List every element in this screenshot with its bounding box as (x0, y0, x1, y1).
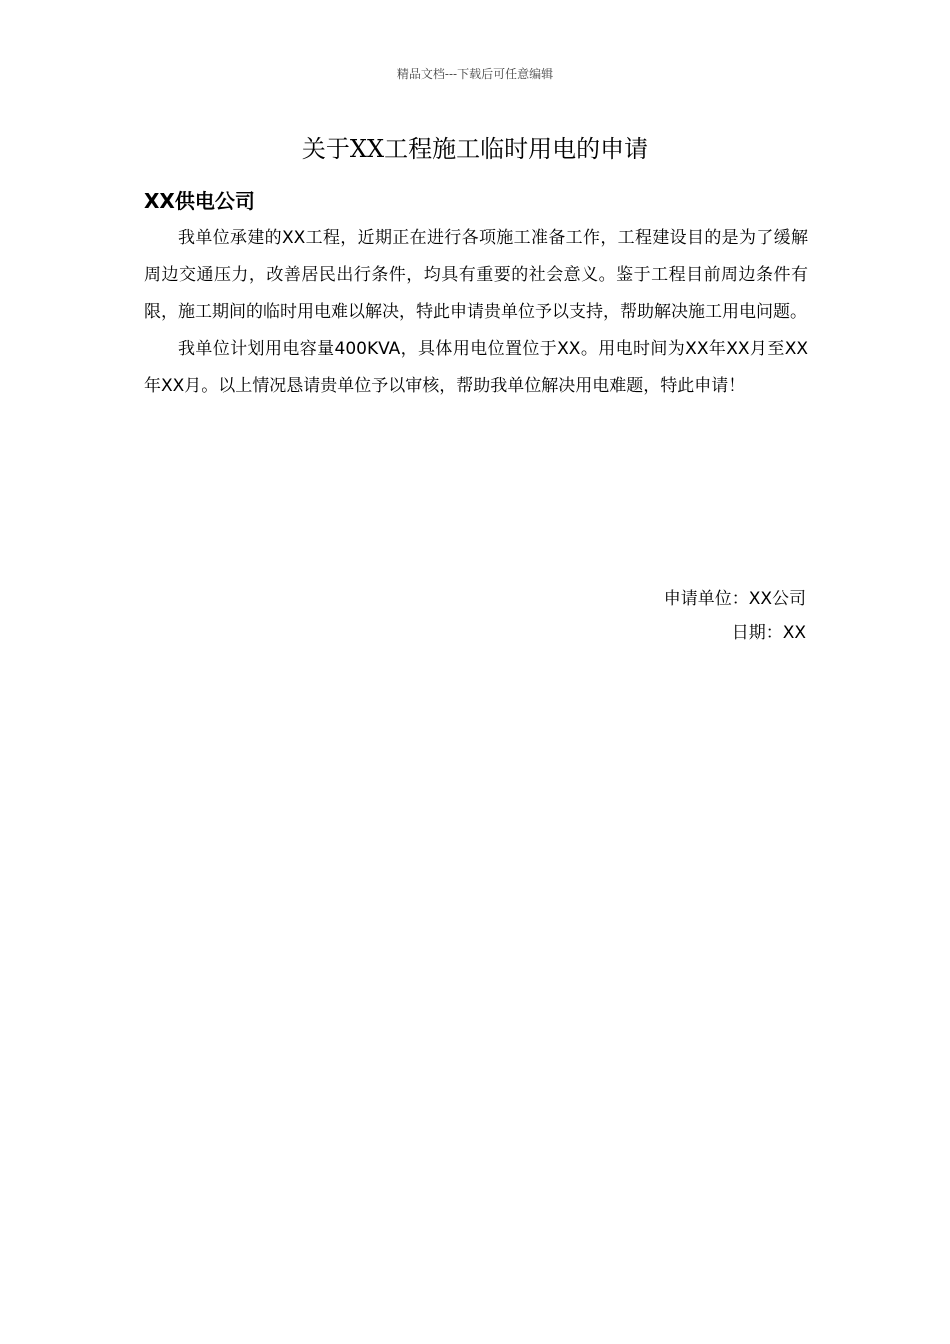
paragraph-1: 我单位承建的XX工程，近期正在进行各项施工准备工作，工程建设目的是为了缓解周边交通压力，改善居民出行条件，均具有重要的社会意义。鉴于工程目前周边条件有限，施工期间的临时用电难以解决，特此申请贵单位予以支持，帮助解决施工用电问题。 (144, 228, 808, 322)
body-text (144, 220, 808, 405)
signature-block (664, 582, 806, 650)
date-line: 日期：XX (731, 623, 806, 643)
recipient-line: XX供电公司 (144, 189, 255, 213)
document-title: 关于XX工程施工临时用电的申请 (301, 135, 649, 163)
applicant-line: 申请单位：XX公司 (663, 589, 806, 609)
header-note: 精品文档---下载后可任意编辑 (396, 67, 554, 81)
paragraph-2: 我单位计划用电容量400KVA，具体用电位置位于XX。用电时间为XX年XX月至XX年XX月。以上情况恳请贵单位予以审核，帮助我单位解决用电难题，特此申请！ (144, 339, 808, 396)
